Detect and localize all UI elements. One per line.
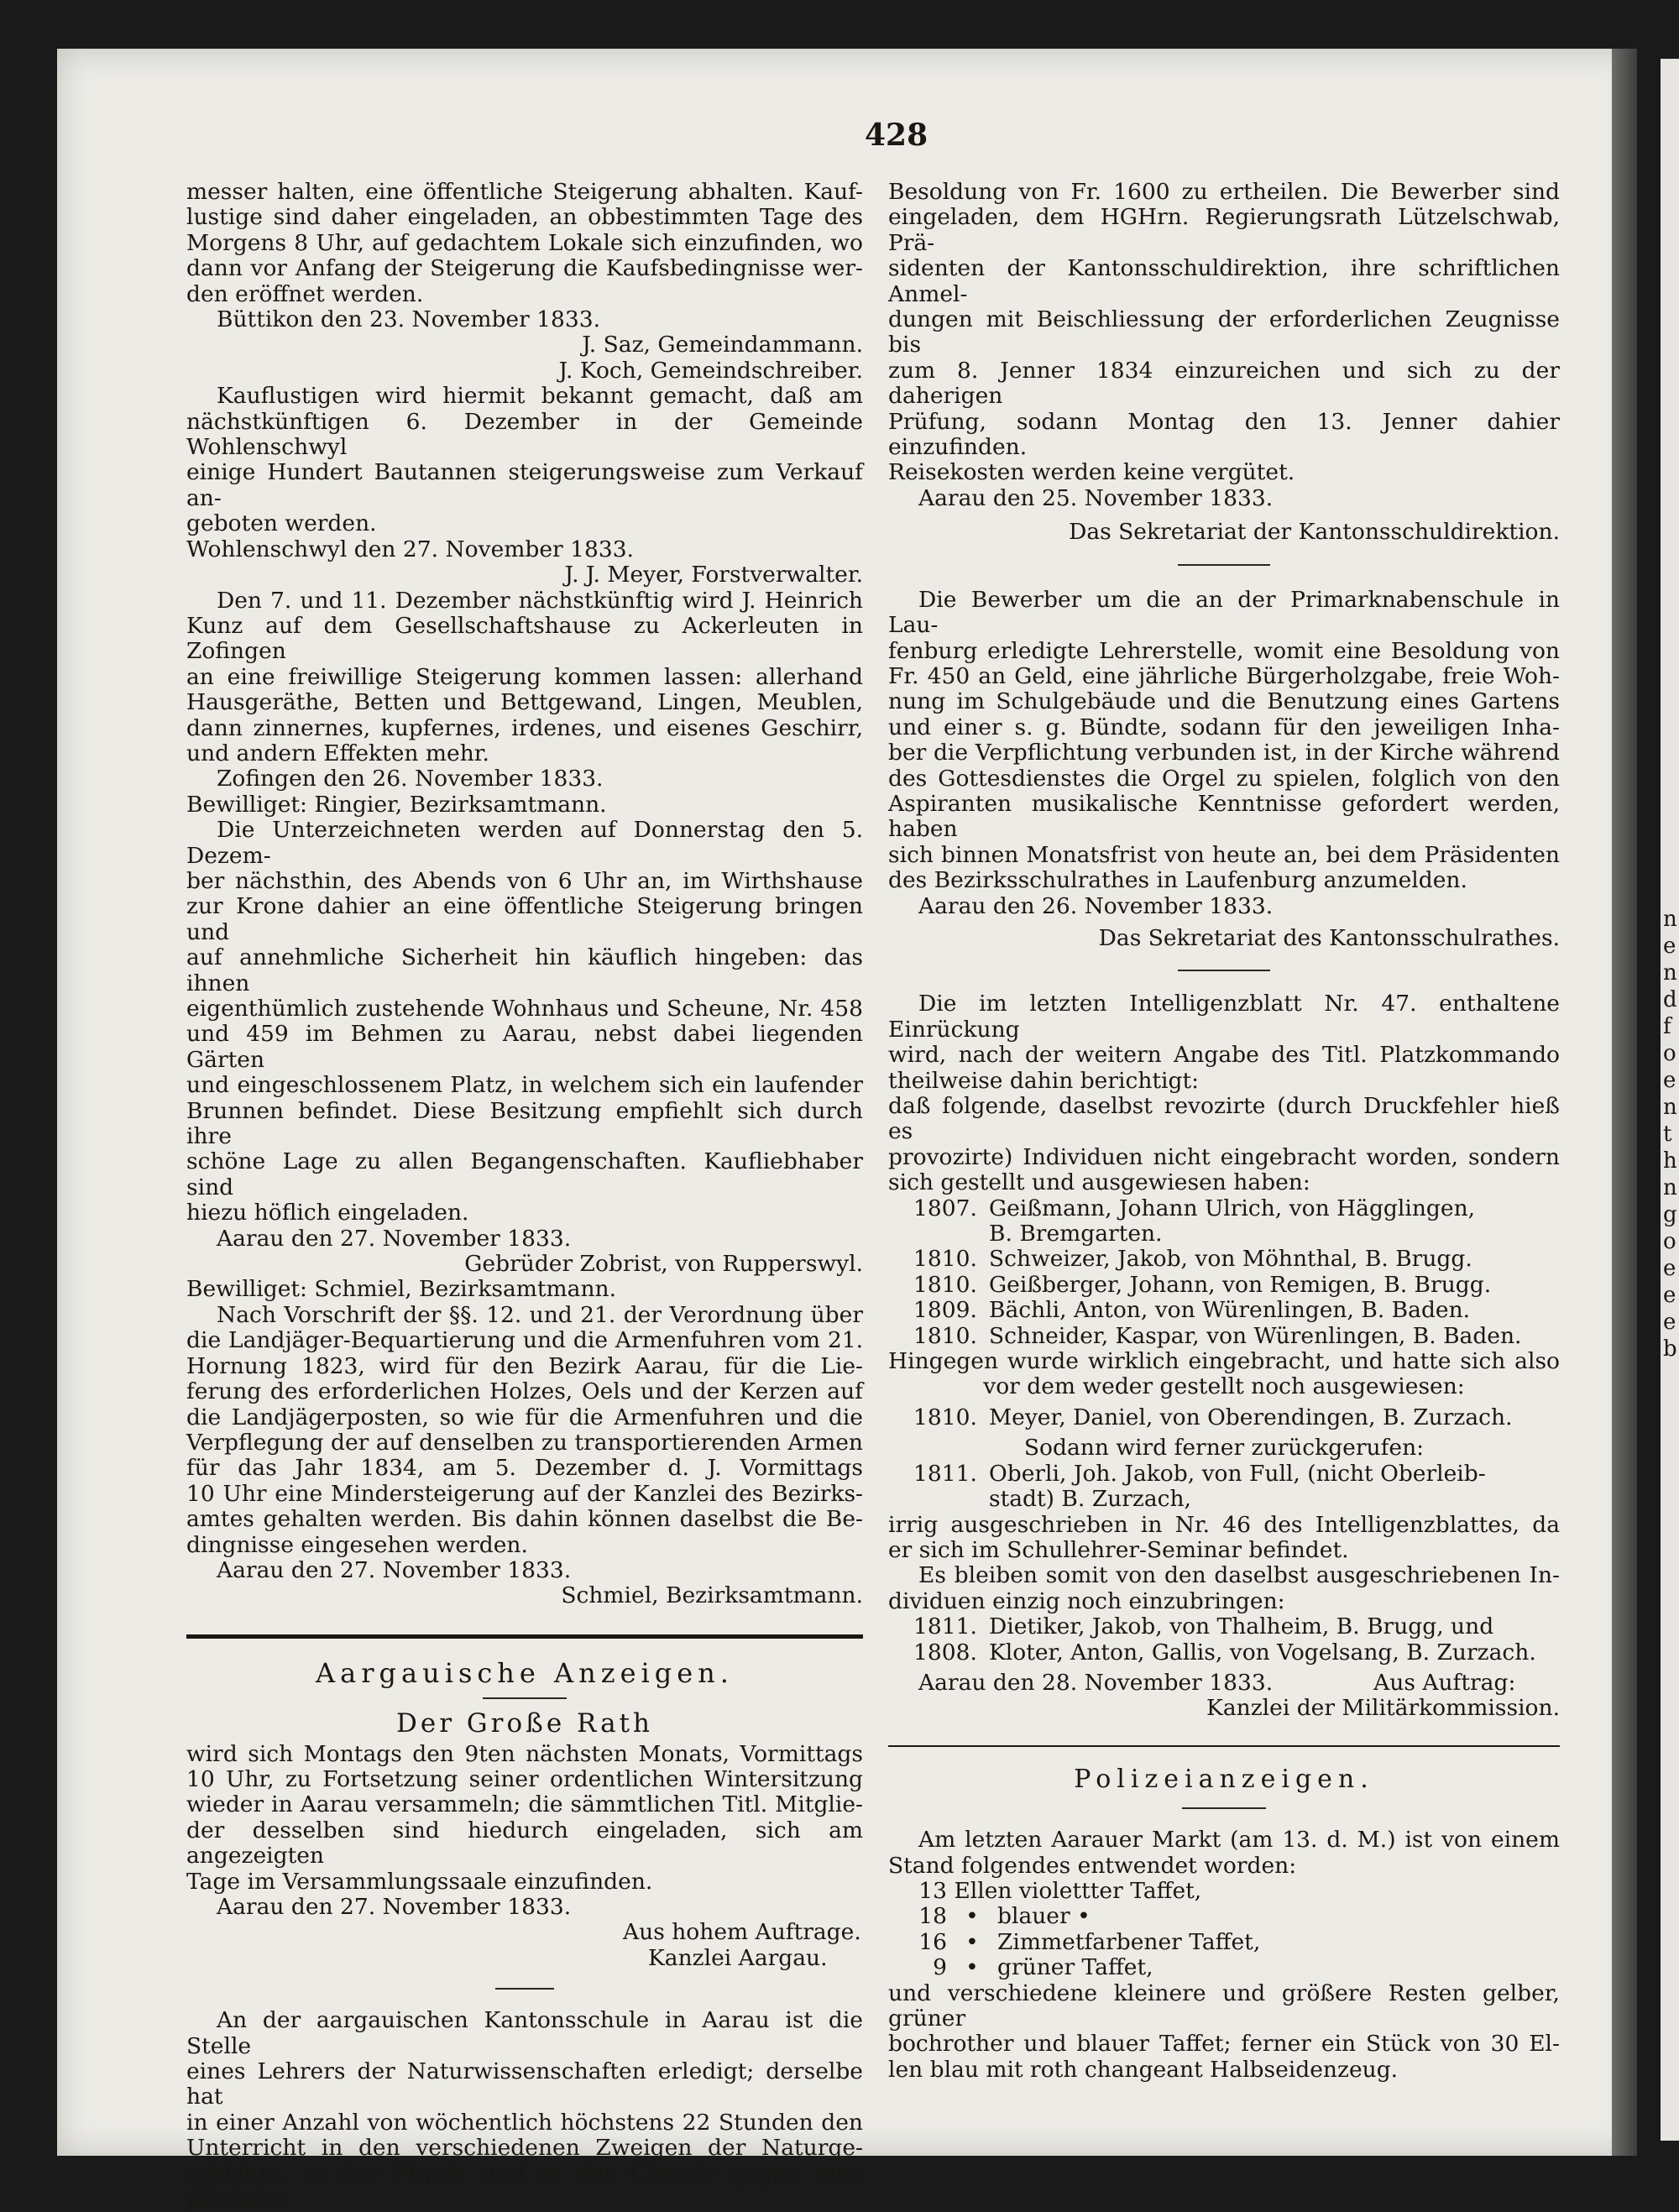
list-item-cont: B. Bremgarten.	[989, 1221, 1163, 1247]
entry: Kloter, Anton, Gallis, von Vogelsang, B. Zurzach.	[989, 1639, 1536, 1666]
text-line: Hornung 1823, wird für den Bezirk Aarau, für die Lie-	[186, 1352, 863, 1379]
text-line: nächstkünftigen 6. Dezember in der Gemeinde Wohlenschwyl	[186, 408, 863, 461]
text-line: Bewilliget: Ringier, Bezirksamtmann.	[186, 791, 607, 818]
text-line: Stand folgendes entwendet worden:	[888, 1852, 1297, 1879]
signature: J. J. Meyer, Forstverwalter.	[564, 562, 863, 588]
adjacent-page-fragment: g	[1663, 1202, 1677, 1227]
right-column	[888, 180, 1560, 2083]
text-line: sidenten der Kantonsschuldirektion, ihre schriftlichen Anmel-	[888, 255, 1560, 307]
text-line: einige Hundert Bautannen steigerungsweise zum Verkauf an-	[186, 459, 863, 511]
adjacent-page-fragment: e	[1663, 1310, 1676, 1335]
dateline: Aarau den 25. November 1833.	[918, 484, 1274, 511]
item: blauer •	[997, 1903, 1091, 1930]
item: Zimmetfarbener Taffet,	[997, 1928, 1261, 1955]
adjacent-page-edge	[1661, 59, 1679, 2141]
entry: Geißberger, Johann, von Remigen, B. Brugg.	[989, 1271, 1492, 1298]
ad-kantonsschule-lehrer	[186, 2008, 863, 2212]
signature: Das Sekretariat des Kantonsschulrathes.	[1098, 924, 1560, 951]
text-line: schichte, in der Physik und in der Chemie gegen eine jährliche	[186, 2160, 863, 2212]
text-line: bochrother und blauer Taffet; ferner ein Stück von 30 El-	[888, 2031, 1560, 2058]
dateline: Aarau den 27. November 1833.	[217, 1556, 572, 1583]
adjacent-page-fragment: n	[1663, 960, 1677, 986]
text-line: Reisekosten werden keine vergütet.	[888, 459, 1295, 486]
text-line: und andern Effekten mehr.	[186, 740, 489, 766]
text-line: wird sich Montags den 9ten nächsten Monats, Vormittags	[186, 1740, 863, 1767]
section-title: Polizeianzeigen.	[1074, 1764, 1374, 1794]
adjacent-page-fragment: d	[1663, 987, 1677, 1012]
text-line: und eingeschlossenem Platz, in welchem sich ein laufender	[186, 1072, 863, 1099]
text-line: An der aargauischen Kantonsschule in Aarau ist die Stelle	[186, 2007, 863, 2059]
ad-steigerung-buettikon	[186, 180, 863, 384]
text-line: Sodann wird ferner zurückgerufen:	[1023, 1435, 1425, 1462]
item: grüner Taffet,	[997, 1954, 1153, 1981]
adjacent-page-fragment: f	[1663, 1014, 1671, 1039]
list-item	[888, 1904, 1560, 1929]
text-line: die Landjäger-Bequartierung und die Armenfuhren vom 21.	[186, 1327, 863, 1354]
signature: Aus hohem Auftrage.	[623, 1919, 861, 1946]
text-line: dividuen einzig noch einzubringen:	[888, 1587, 1285, 1614]
adjacent-page-fragment: t	[1663, 1122, 1672, 1147]
short-rule	[483, 1697, 567, 1699]
signature: Kanzlei der Militärkommission.	[1206, 1695, 1560, 1722]
text-line: dann vor Anfang der Steigerung die Kaufsbedingnisse wer-	[186, 255, 863, 282]
unit: •	[965, 1954, 979, 1981]
list-item	[888, 1640, 1560, 1666]
text-line: wieder in Aarau versammeln; die sämmtlichen Titl. Mitglie-	[186, 1791, 863, 1818]
text-line: 10 Uhr, zu Fortsetzung seiner ordentlichen Wintersitzung	[186, 1765, 863, 1792]
adjacent-page-fragment: b	[1663, 1336, 1677, 1362]
entry: Meyer, Daniel, von Oberendingen, B. Zurzach.	[989, 1404, 1513, 1430]
text-line: an eine freiwillige Steigerung kommen lassen: allerhand	[186, 663, 863, 690]
text-line: eines Lehrers der Naturwissenschaften erledigt; derselbe hat	[186, 2058, 863, 2110]
text-line: Unterricht in den verschiedenen Zweigen der Naturge-	[186, 2135, 863, 2162]
text-line: dingnisse eingesehen werden.	[186, 1531, 528, 1558]
text-line: Am letzten Aarauer Markt (am 13. d. M.) ist von einem	[918, 1827, 1560, 1854]
text-line: Die Unterzeichneten werden auf Donnerstag den 5. Dezem-	[186, 817, 863, 869]
text-line: lustige sind daher eingeladen, an obbestimmten Tage des	[186, 204, 863, 231]
text-line: daß folgende, daselbst revozirte (durch Druckfehler hieß es	[888, 1093, 1560, 1145]
year: 1809.	[913, 1297, 977, 1324]
text-line: Prüfung, sodann Montag den 13. Jenner dahier einzufinden.	[888, 408, 1560, 461]
dateline: Aarau den 27. November 1833.	[217, 1894, 572, 1920]
section-title: Aargauische Anzeigen.	[316, 1656, 734, 1689]
dateline: Wohlenschwyl den 27. November 1833.	[186, 536, 634, 562]
text-line: Fr. 450 an Geld, eine jährliche Bürgerholzgabe, freie Woh-	[888, 662, 1560, 689]
unit: •	[965, 1928, 979, 1955]
list-item-cont: stadt) B. Zurzach,	[989, 1486, 1191, 1513]
adjacent-page-fragment: h	[1663, 1148, 1677, 1174]
dateline: Büttikon den 23. November 1833.	[217, 306, 601, 333]
ad-bautannen	[186, 384, 863, 588]
text-line: zur Krone dahier an eine öffentliche Steigerung bringen und	[186, 893, 863, 945]
list-item	[888, 1324, 1560, 1349]
text-line: geboten werden.	[186, 510, 377, 537]
ad-zobrist-wohnhaus	[186, 818, 863, 1303]
text-line: fenburg erledigte Lehrerstelle, womit eine Besoldung von	[888, 637, 1560, 664]
unit: Ellen	[954, 1877, 1012, 1904]
signature: J. Saz, Gemeindammann.	[582, 332, 863, 358]
list-item	[888, 1273, 1560, 1298]
text-line: des Gottesdienstes die Orgel zu spielen, folglich von den	[888, 765, 1560, 792]
text-line: ferung des erforderlichen Holzes, Oels und der Kerzen auf	[186, 1378, 863, 1405]
adjacent-page-fragment: e	[1663, 933, 1676, 959]
text-line: Hingegen wurde wirklich eingebracht, und hatte sich also	[888, 1348, 1560, 1375]
text-line: provozirte) Individuen nicht eingebracht worden, sondern	[888, 1143, 1560, 1170]
year: 1810.	[913, 1404, 977, 1430]
entry: Geißmann, Johann Ulrich, von Hägglingen,	[989, 1195, 1476, 1221]
text-line: eigenthümlich zustehende Wohnhaus und Scheune, Nr. 458	[186, 996, 863, 1022]
list-item	[888, 1405, 1560, 1430]
text-line: irrig ausgeschrieben in Nr. 46 des Intelligenzblattes, da	[888, 1511, 1560, 1538]
text-line: und 459 im Behmen zu Aarau, nebst dabei liegenden Gärten	[186, 1021, 863, 1073]
text-line: der desselben sind hiedurch eingeladen, sich am angezeigten	[186, 1817, 863, 1869]
year: 1810.	[913, 1322, 977, 1349]
text-line: ber nächsthin, des Abends von 6 Uhr an, im Wirthshause	[186, 867, 863, 894]
adjacent-page-fragment: e	[1663, 1256, 1676, 1281]
text-line: 10 Uhr eine Mindersteigerung auf der Kanzlei des Bezirks-	[186, 1480, 863, 1507]
dateline	[888, 1671, 1560, 1696]
text-line: und einer s. g. Bündte, sodann für den jeweiligen Inha-	[888, 714, 1560, 740]
entry: Bächli, Anton, von Würenlingen, B. Baden.	[989, 1297, 1471, 1324]
left-column	[186, 180, 863, 2212]
qty: 16	[918, 1928, 947, 1955]
item: violettter Taffet,	[1018, 1877, 1202, 1904]
text-line: vor dem weder gestellt noch ausgewiesen:	[983, 1373, 1465, 1400]
year: 1807.	[913, 1195, 977, 1221]
signature: J. Koch, Gemeindschreiber.	[558, 357, 863, 384]
text-line: Den 7. und 11. Dezember nächstkünftig wird J. Heinrich	[217, 587, 863, 614]
entry: Oberli, Joh. Jakob, von Full, (nicht Oberleib-	[989, 1460, 1486, 1487]
ad-grosse-rath	[186, 1708, 863, 1971]
text-line: sich gestellt und ausgewiesen haben:	[888, 1169, 1310, 1196]
list-item	[888, 1196, 1560, 1221]
list-item	[888, 1930, 1560, 1955]
text-line: amtes gehalten werden. Bis dahin können daselbst die Be-	[186, 1506, 863, 1533]
text-line: wird, nach der weitern Angabe des Titl. Platzkommando	[888, 1042, 1560, 1069]
adjacent-page-fragment: n	[1663, 907, 1677, 932]
text-line: theilweise dahin berichtigt:	[888, 1067, 1200, 1094]
text-line: dungen mit Beischliessung der erforderlichen Zeugnisse bis	[888, 306, 1560, 358]
qty: 18	[918, 1903, 947, 1930]
ad-militaer-berichtigung	[888, 991, 1560, 1721]
text-line: und verschiedene kleinere und größere Resten gelber, grüner	[888, 1979, 1560, 2032]
list-item	[888, 1247, 1560, 1272]
text-line: er sich im Schullehrer-Seminar befindet.	[888, 1536, 1349, 1563]
text-line: Aspiranten musikalische Kenntnisse gefordert werden, haben	[888, 790, 1560, 843]
auftrag: Aus Auftrag:	[1373, 1669, 1516, 1696]
text-line: eingeladen, dem HGHrn. Regierungsrath Lützelschwab, Prä-	[888, 204, 1560, 256]
qty: 9	[933, 1954, 947, 1981]
list-item	[888, 1879, 1560, 1904]
text-line: messer halten, eine öffentliche Steigerung abhalten. Kauf-	[186, 179, 863, 205]
text-line: Morgens 8 Uhr, auf gedachtem Lokale sich einzufinden, wo	[186, 229, 863, 256]
text-line: Tage im Versammlungssaale einzufinden.	[186, 1868, 653, 1895]
year: 1810.	[913, 1271, 977, 1298]
text-line: Brunnen befindet. Diese Besitzung empfiehlt sich durch ihre	[186, 1097, 863, 1150]
year: 1811.	[913, 1613, 977, 1640]
ad-laufenburg-lehrerstelle	[888, 588, 1560, 952]
adjacent-page-fragment: n	[1663, 1175, 1677, 1200]
text-line: Die im letzten Intelligenzblatt Nr. 47. enthaltene Einrückung	[888, 991, 1560, 1043]
entry: Schneider, Kaspar, von Würenlingen, B. Baden.	[989, 1322, 1522, 1349]
text-line: len blau mit roth changeant Halbseidenzeug.	[888, 2056, 1399, 2083]
entry: Schweizer, Jakob, von Möhnthal, B. Brugg.	[989, 1246, 1472, 1273]
list-item	[888, 1955, 1560, 1980]
list-item	[888, 1462, 1560, 1487]
text-line: die Landjägerposten, so wie für die Armenfuhren und die	[186, 1404, 863, 1430]
page-number: 428	[865, 118, 928, 153]
text-line: Es bleiben somit von den daselbst ausgeschriebenen In-	[918, 1562, 1560, 1589]
text-line: hiezu höflich eingeladen.	[186, 1200, 469, 1226]
text-line: sich binnen Monatsfrist von heute an, bei dem Präsidenten	[888, 841, 1560, 868]
text-line: ber die Verpflichtung verbunden ist, in der Kirche während	[888, 740, 1560, 766]
text-line: nung im Schulgebäude und die Benutzung eines Gartens	[888, 688, 1560, 715]
ad-besoldung	[888, 180, 1560, 546]
text-line: den eröffnet werden.	[186, 280, 424, 307]
dateline: Aarau den 26. November 1833.	[918, 892, 1274, 919]
year: 1808.	[913, 1639, 977, 1666]
adjacent-page-fragment: n	[1663, 1095, 1677, 1120]
signature: Kanzlei Aargau.	[648, 1944, 828, 1971]
text-line: Die Bewerber um die an der Primarknabenschule in Lau-	[888, 586, 1560, 639]
entry: Dietiker, Jakob, von Thalheim, B. Brugg, und	[989, 1613, 1494, 1640]
year: 1810.	[913, 1246, 977, 1273]
qty: 13	[918, 1877, 947, 1904]
unit: •	[965, 1903, 979, 1930]
ad-polizei-diebstahl	[888, 1828, 1560, 2083]
rat-title: Der Große Rath	[396, 1708, 653, 1739]
text-line: auf annehmliche Sicherheit hin käuflich hingeben: das ihnen	[186, 944, 863, 996]
date: Aarau den 28. November 1833.	[918, 1669, 1274, 1696]
short-rule	[1178, 970, 1270, 971]
text-line: Kauflustigen wird hiermit bekannt gemacht, daß am	[217, 383, 863, 410]
adjacent-page-fragment: o	[1663, 1229, 1676, 1254]
text-line: dann zinnernes, kupfernes, irdenes, und eisenes Geschirr,	[186, 714, 863, 741]
text-line: zum 8. Jenner 1834 einzureichen und sich zu der daherigen	[888, 357, 1560, 410]
adjacent-page-fragment: e	[1663, 1283, 1676, 1308]
year: 1811.	[913, 1460, 977, 1487]
signature: Das Sekretariat der Kantonsschuldirektion.	[1069, 519, 1560, 546]
text-line: Hausgeräthe, Betten und Bettgewand, Lingen, Meublen,	[186, 689, 863, 716]
text-line: Verpflegung der auf denselben zu transportierenden Armen	[186, 1429, 863, 1456]
adjacent-page-fragment: e	[1663, 1068, 1676, 1093]
dateline: Zofingen den 26. November 1833.	[217, 766, 604, 792]
text-line: Besoldung von Fr. 1600 zu ertheilen. Die Bewerber sind	[888, 179, 1560, 205]
text-line: für das Jahr 1834, am 5. Dezember d. J. Vormittags	[186, 1455, 863, 1482]
text-line: des Bezirksschulrathes in Laufenburg anzumelden.	[888, 867, 1467, 894]
signature: Schmiel, Bezirksamtmann.	[561, 1582, 863, 1609]
list-item	[888, 1298, 1560, 1323]
text-line: Kunz auf dem Gesellschaftshause zu Ackerleuten in Zofingen	[186, 612, 863, 665]
text-line: schöne Lage zu allen Begangenschaften. Kaufliebhaber sind	[186, 1148, 863, 1200]
short-rule	[1178, 564, 1270, 566]
ad-mindersteigerung	[186, 1303, 863, 1609]
binding-spine	[1612, 49, 1637, 2156]
short-rule	[1182, 1807, 1266, 1809]
section-divider	[186, 1634, 863, 1639]
list-item	[888, 1614, 1560, 1639]
dateline: Aarau den 27. November 1833.	[217, 1225, 572, 1252]
adjacent-page-fragment: o	[1663, 1041, 1676, 1066]
short-rule	[495, 1988, 554, 1990]
signature: Gebrüder Zobrist, von Rupperswyl.	[464, 1251, 863, 1278]
text-line: in einer Anzahl von wöchentlich höchstens 22 Stunden den	[186, 2109, 863, 2136]
section-divider	[888, 1745, 1560, 1747]
ad-kunz-zofingen	[186, 588, 863, 818]
text-line: Nach Vorschrift der §§. 12. und 21. der Verordnung über	[217, 1301, 863, 1328]
text-line: Bewilliget: Schmiel, Bezirksamtmann.	[186, 1276, 617, 1303]
